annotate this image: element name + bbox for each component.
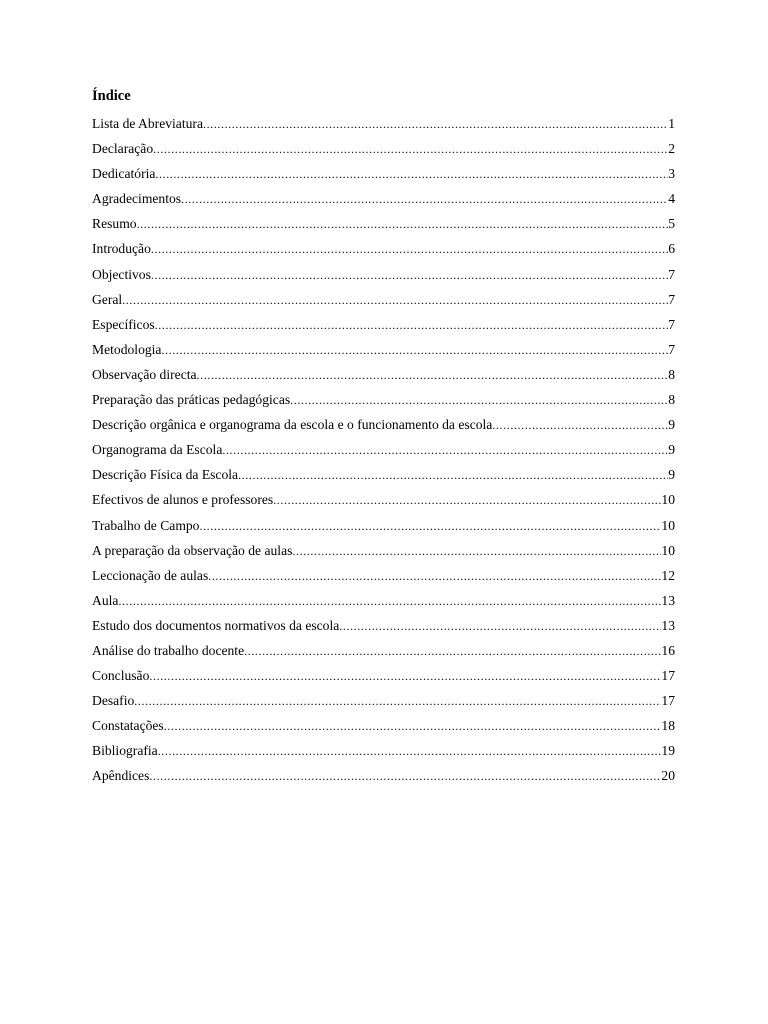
toc-entry-page-number: 20 — [661, 768, 675, 784]
toc-entry-page-number: 2 — [668, 141, 675, 157]
toc-title: Índice — [92, 88, 131, 104]
toc-entry[interactable] — [92, 638, 675, 663]
toc-entry[interactable] — [92, 111, 675, 136]
toc-entry-page-number: 17 — [661, 668, 675, 684]
toc-dot-leader — [238, 463, 668, 488]
toc-entry-label: Aula — [92, 592, 119, 608]
toc-entry-page-number: 7 — [668, 341, 675, 357]
toc-entry-page-number: 5 — [668, 216, 675, 232]
toc-entry[interactable] — [92, 588, 675, 613]
toc-entry-page-number: 13 — [661, 592, 675, 608]
toc-entry-page-number: 7 — [668, 291, 675, 307]
toc-entry-label: Trabalho de Campo — [92, 517, 200, 533]
toc-dot-leader — [339, 614, 661, 639]
toc-entry-label: Dedicatória — [92, 166, 156, 182]
toc-entry[interactable] — [92, 713, 675, 738]
toc-entry[interactable] — [92, 763, 675, 788]
toc-dot-leader — [137, 212, 669, 237]
toc-entry[interactable] — [92, 663, 675, 688]
toc-entry[interactable] — [92, 513, 675, 538]
toc-entry-page-number: 19 — [661, 743, 675, 759]
toc-dot-leader — [203, 112, 668, 137]
toc-entry[interactable] — [92, 262, 675, 287]
toc-entry-label: A preparação da observação de aulas — [92, 542, 293, 558]
toc-entry-label: Geral — [92, 291, 123, 307]
toc-entry-page-number: 13 — [661, 617, 675, 633]
toc-entry-label: Organograma da Escola — [92, 442, 223, 458]
toc-entry-page-number: 7 — [668, 316, 675, 332]
toc-entry[interactable] — [92, 362, 675, 387]
toc-dot-leader — [118, 589, 661, 614]
toc-entry[interactable] — [92, 487, 675, 512]
toc-dot-leader — [155, 162, 668, 187]
document-page — [92, 86, 675, 789]
toc-dot-leader — [292, 539, 661, 564]
toc-entry[interactable] — [92, 387, 675, 412]
toc-entry-page-number: 9 — [668, 417, 675, 433]
toc-dot-leader — [222, 438, 668, 463]
toc-dot-leader — [164, 714, 662, 739]
toc-entry-label: Constatações — [92, 718, 164, 734]
toc-entry-page-number: 12 — [661, 567, 675, 583]
toc-entry-label: Observação directa — [92, 366, 197, 382]
toc-entry-label: Desafio — [92, 693, 135, 709]
toc-entry-label: Leccionação de aulas — [92, 567, 209, 583]
toc-entry[interactable] — [92, 136, 675, 161]
toc-entry-page-number: 3 — [668, 166, 675, 182]
toc-dot-leader — [290, 388, 668, 413]
toc-entry[interactable] — [92, 287, 675, 312]
toc-entry[interactable] — [92, 538, 675, 563]
toc-dot-leader — [151, 263, 668, 288]
toc-dot-leader — [153, 137, 668, 162]
toc-entry[interactable] — [92, 688, 675, 713]
toc-entry-label: Declaração — [92, 141, 154, 157]
toc-entry-label: Preparação das práticas pedagógicas — [92, 392, 291, 408]
toc-entry-page-number: 8 — [668, 392, 675, 408]
toc-dot-leader — [155, 313, 669, 338]
toc-dot-leader — [149, 664, 661, 689]
toc-dot-leader — [122, 288, 668, 313]
toc-entry-label: Descrição Física da Escola — [92, 467, 239, 483]
toc-entry[interactable] — [92, 236, 675, 261]
toc-entry-page-number: 10 — [661, 542, 675, 558]
toc-entry-page-number: 17 — [661, 693, 675, 709]
toc-entry-page-number: 10 — [661, 492, 675, 508]
toc-dot-leader — [199, 514, 661, 539]
toc-entry-page-number: 4 — [668, 191, 675, 207]
toc-entry-page-number: 6 — [668, 241, 675, 257]
toc-dot-leader — [273, 488, 661, 513]
table-of-contents — [92, 111, 675, 789]
toc-entry-label: Conclusão — [92, 668, 150, 684]
toc-entry[interactable] — [92, 312, 675, 337]
toc-dot-leader — [492, 413, 668, 438]
toc-entry-label: Estudo dos documentos normativos da escola — [92, 617, 340, 633]
toc-entry[interactable] — [92, 613, 675, 638]
toc-entry-page-number: 9 — [668, 467, 675, 483]
toc-entry-label: Análise do trabalho docente — [92, 642, 245, 658]
toc-entry-page-number: 10 — [661, 517, 675, 533]
toc-dot-leader — [197, 363, 669, 388]
toc-dot-leader — [134, 689, 661, 714]
toc-entry-page-number: 8 — [668, 366, 675, 382]
toc-entry[interactable] — [92, 337, 675, 362]
toc-dot-leader — [244, 639, 661, 664]
toc-entry-label: Descrição orgânica e organograma da escola e o funcionamento da escola — [92, 417, 493, 433]
toc-entry-page-number: 18 — [661, 718, 675, 734]
toc-entry-page-number: 1 — [668, 116, 675, 131]
toc-entry-label: Objectivos — [92, 266, 151, 282]
toc-entry-label: Introdução — [92, 241, 151, 257]
toc-entry-label: Lista de Abreviatura — [92, 116, 203, 131]
toc-entry-page-number: 7 — [668, 266, 675, 282]
toc-dot-leader — [181, 187, 668, 212]
toc-entry[interactable] — [92, 211, 675, 236]
toc-entry[interactable] — [92, 462, 675, 487]
toc-dot-leader — [149, 764, 661, 789]
toc-entry[interactable] — [92, 437, 675, 462]
toc-entry-label: Metodologia — [92, 341, 162, 357]
toc-dot-leader — [161, 338, 668, 363]
toc-entry-label: Efectivos de alunos e professores — [92, 492, 274, 508]
toc-entry[interactable] — [92, 563, 675, 588]
toc-entry-label: Agradecimentos — [92, 191, 182, 207]
toc-entry[interactable] — [92, 186, 675, 211]
toc-entry[interactable] — [92, 161, 675, 186]
toc-entry-label: Apêndices — [92, 768, 150, 784]
toc-dot-leader — [151, 237, 668, 262]
toc-entry-label: Bibliografia — [92, 743, 158, 759]
toc-entry-label: Específicos — [92, 316, 155, 332]
toc-dot-leader — [158, 739, 662, 764]
toc-entry-page-number: 9 — [668, 442, 675, 458]
toc-entry-page-number: 16 — [661, 642, 675, 658]
toc-dot-leader — [208, 564, 661, 589]
toc-entry-label: Resumo — [92, 216, 137, 232]
toc-entry[interactable] — [92, 412, 675, 437]
toc-entry[interactable] — [92, 738, 675, 763]
